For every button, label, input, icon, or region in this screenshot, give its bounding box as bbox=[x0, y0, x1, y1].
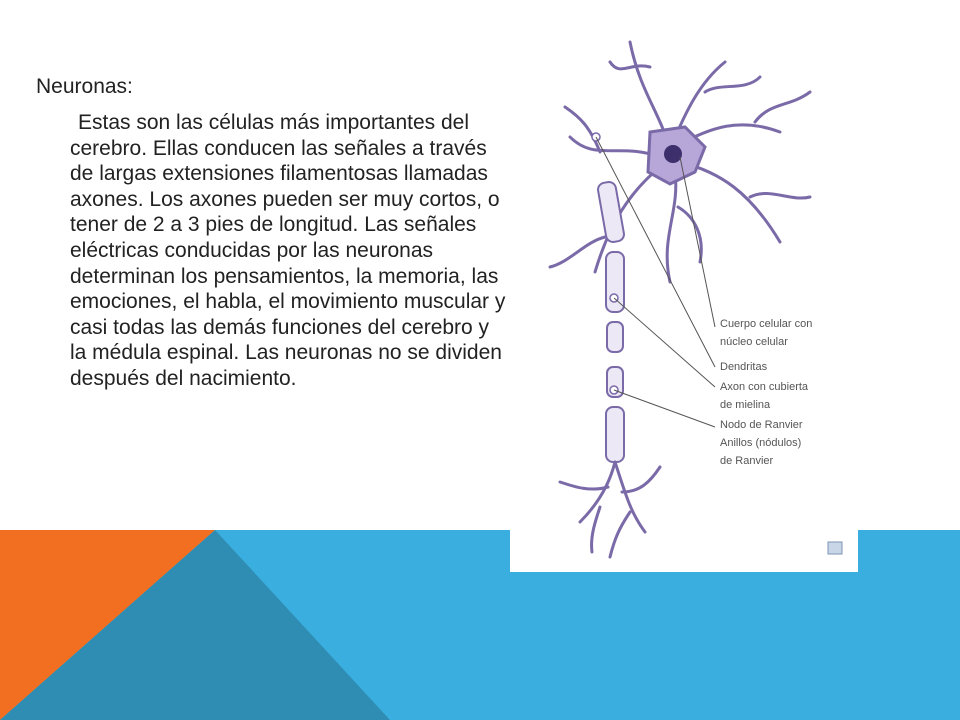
label-dendrites: Dendritas bbox=[720, 361, 768, 373]
label-cell-body-2: núcleo celular bbox=[720, 336, 788, 348]
label-rings-2: de Ranvier bbox=[720, 455, 774, 467]
label-node: Nodo de Ranvier bbox=[720, 419, 803, 431]
label-axon-1: Axon con cubierta bbox=[720, 381, 809, 393]
label-axon-2: de mielina bbox=[720, 399, 771, 411]
slide-heading: Neuronas: bbox=[36, 75, 133, 98]
label-rings-1: Anillos (nódulos) bbox=[720, 437, 802, 449]
neuron-illustration bbox=[510, 22, 858, 572]
neuron-figure bbox=[510, 22, 858, 572]
label-cell-body-1: Cuerpo celular con bbox=[720, 318, 813, 330]
slide-text-block bbox=[36, 74, 506, 392]
corner-logo bbox=[828, 542, 842, 554]
slide-body-text: Estas son las células más importantes del cerebro. Ellas conducen las señales a través de largas extensiones filamentosas llamadas axones. Los axones pueden ser muy cortos, o tener de 2 a 3 pies de longitud. Las señales eléctricas conducidas por las neuronas determinan los pensamientos, la memoria, las emociones, el habla, el movimiento muscular y casi todas las demás funciones del cerebro y la médula espinal. Las neuronas no se dividen después del nacimiento. bbox=[70, 111, 506, 390]
nucleus bbox=[664, 145, 682, 163]
